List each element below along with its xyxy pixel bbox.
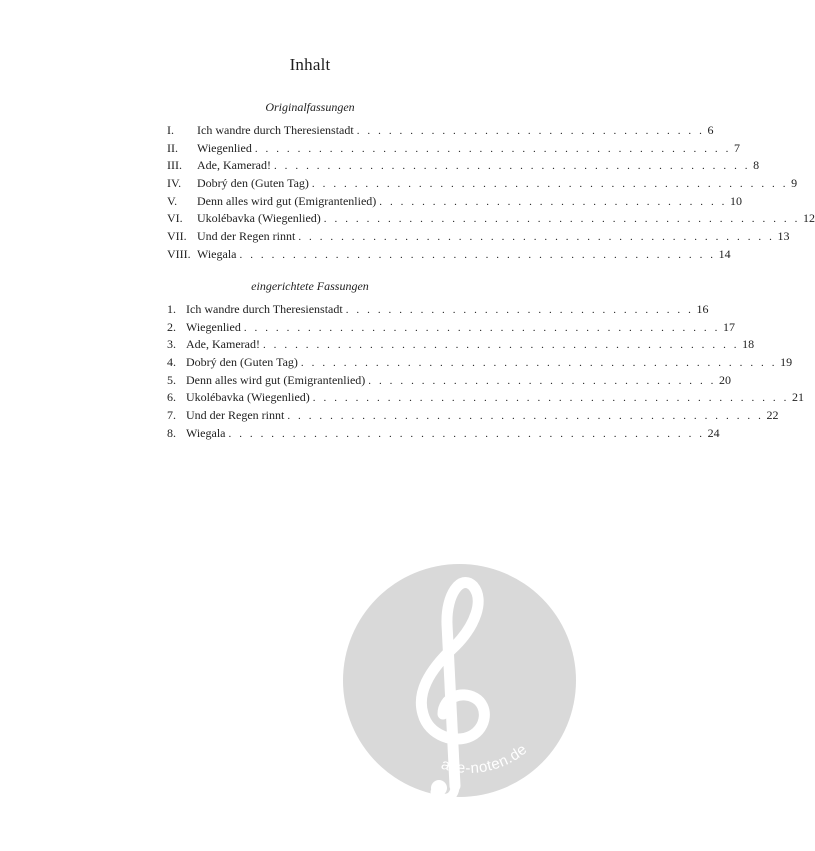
toc-title: Wiegenlied xyxy=(197,140,252,155)
toc-title: Ukolébavka (Wiegenlied) xyxy=(186,390,310,405)
toc-entry[interactable] xyxy=(167,425,720,444)
toc-page: 21 xyxy=(791,390,804,405)
toc-number: 2. xyxy=(167,319,176,334)
toc-leader: . . . . . . . . . . . . . . . . . . . . . . . . . . . . . . . . . xyxy=(356,125,705,137)
toc-number: V. xyxy=(167,193,178,208)
toc-number: I. xyxy=(167,123,174,137)
toc-leader: . . . . . . . . . . . . . . . . . . . . . . . . . . . . . . . . . . . . . . . . . . . . . xyxy=(323,213,800,226)
toc-page: 6 xyxy=(707,123,714,137)
toc-number: IV. xyxy=(167,176,182,191)
toc-number: 7. xyxy=(167,408,176,423)
toc-title: Wiegenlied xyxy=(186,319,241,334)
toc-list-arranged xyxy=(167,302,804,444)
toc-number: 1. xyxy=(167,302,176,316)
toc-entry[interactable] xyxy=(167,229,790,247)
toc-entry[interactable] xyxy=(167,140,740,159)
toc-leader: . . . . . . . . . . . . . . . . . . . . . . . . . . . . . . . . . . . . . . . . . . . . . xyxy=(228,427,705,440)
toc-title: Denn alles wird gut (Emigrantenlied) xyxy=(197,193,377,208)
toc-number: 5. xyxy=(167,372,176,387)
toc-entry[interactable] xyxy=(167,355,793,373)
toc-entry[interactable] xyxy=(167,246,731,265)
toc-entry[interactable] xyxy=(167,390,804,408)
toc-number: III. xyxy=(167,158,182,173)
toc-leader: . . . . . . . . . . . . . . . . . . . . . . . . . . . . . . . . . . . . . . . . . . . . . xyxy=(312,392,789,405)
toc-page: 14 xyxy=(718,246,731,261)
toc-number: 8. xyxy=(167,425,176,440)
toc-title: Ukolébavka (Wiegenlied) xyxy=(197,211,321,226)
page-title: Inhalt xyxy=(289,55,331,74)
toc-entry[interactable] xyxy=(167,158,760,176)
toc-entry[interactable] xyxy=(167,319,735,338)
toc-number: VIII. xyxy=(167,246,191,261)
toc-page: 18 xyxy=(742,337,755,352)
toc-page: 9 xyxy=(791,176,798,191)
toc-leader: . . . . . . . . . . . . . . . . . . . . . . . . . . . . . . . . . . . . . . . . . . . . . xyxy=(273,160,751,173)
toc-title: Dobrý den (Guten Tag) xyxy=(197,176,309,191)
watermark-text: alle-noten.de xyxy=(439,740,531,777)
toc-page: 13 xyxy=(777,229,790,244)
toc-leader: . . . . . . . . . . . . . . . . . . . . . . . . . . . . . . . . . xyxy=(379,195,728,208)
toc-leader: . . . . . . . . . . . . . . . . . . . . . . . . . . . . . . . . . . . . . . . . . . . . . xyxy=(254,142,731,155)
toc-number: 6. xyxy=(167,390,176,405)
toc-page: 24 xyxy=(707,425,720,440)
toc-number: II. xyxy=(167,140,178,155)
toc-leader: . . . . . . . . . . . . . . . . . . . . . . . . . . . . . . . . . . . . . . . . . . . . . xyxy=(243,321,720,334)
toc-title: Wiegala xyxy=(197,246,237,261)
toc-entry[interactable] xyxy=(167,408,779,426)
toc-title: Ade, Kamerad! xyxy=(197,158,271,173)
toc-page: 7 xyxy=(733,140,740,155)
toc-title: Und der Regen rinnt xyxy=(197,229,296,244)
toc-page: 12 xyxy=(802,211,815,226)
toc-page: 16 xyxy=(696,302,709,316)
toc-leader: . . . . . . . . . . . . . . . . . . . . . . . . . . . . . . . . . . . . . . . . . . . . . xyxy=(287,410,764,423)
toc-leader: . . . . . . . . . . . . . . . . . . . . . . . . . . . . . . . . . xyxy=(345,304,694,316)
toc-title: Und der Regen rinnt xyxy=(186,408,285,423)
toc-title: Ich wandre durch Theresienstadt xyxy=(197,123,354,137)
toc-entry[interactable] xyxy=(167,211,815,229)
toc-entry[interactable] xyxy=(167,193,743,212)
section-heading-original: Originalfassungen xyxy=(265,100,355,114)
toc-entry[interactable] xyxy=(167,176,798,194)
toc-page: 10 xyxy=(730,193,743,208)
toc-page: 22 xyxy=(766,408,779,423)
toc-page: 17 xyxy=(722,319,735,334)
toc-entry[interactable] xyxy=(167,302,709,320)
toc-entry[interactable] xyxy=(167,372,732,391)
watermark-logo xyxy=(343,564,576,797)
toc-title: Denn alles wird gut (Emigrantenlied) xyxy=(186,372,366,387)
toc-leader: . . . . . . . . . . . . . . . . . . . . . . . . . . . . . . . . . . . . . . . . . . . . . xyxy=(311,178,789,191)
toc-leader: . . . . . . . . . . . . . . . . . . . . . . . . . . . . . . . . . . . . . . . . . . . . . xyxy=(239,248,716,261)
toc-number: 3. xyxy=(167,337,176,352)
toc-leader: . . . . . . . . . . . . . . . . . . . . . . . . . . . . . . . . . . . . . . . . . . . . . xyxy=(300,357,778,370)
toc-title: Dobrý den (Guten Tag) xyxy=(186,355,298,370)
toc-title: Ich wandre durch Theresienstadt xyxy=(186,302,343,316)
toc-title: Ade, Kamerad! xyxy=(186,337,260,352)
toc-number: VII. xyxy=(167,229,187,244)
toc-title: Wiegala xyxy=(186,425,226,440)
toc-list-original xyxy=(167,123,815,265)
toc-page: 8 xyxy=(753,158,760,173)
toc-page: 20 xyxy=(719,372,732,387)
toc-entry[interactable] xyxy=(167,337,755,355)
toc-leader: . . . . . . . . . . . . . . . . . . . . . . . . . . . . . . . . . . . . . . . . . . . . . xyxy=(298,231,775,244)
toc-leader: . . . . . . . . . . . . . . . . . . . . . . . . . . . . . . . . . . . . . . . . . . . . . xyxy=(262,339,740,352)
section-heading-arranged: eingerichtete Fassungen xyxy=(251,279,369,293)
treble-clef-dot xyxy=(431,780,447,796)
toc-number: 4. xyxy=(167,355,176,370)
toc-page: 19 xyxy=(780,355,793,370)
toc-leader: . . . . . . . . . . . . . . . . . . . . . . . . . . . . . . . . . xyxy=(368,374,717,387)
toc-entry[interactable] xyxy=(167,123,714,141)
toc-number: VI. xyxy=(167,211,183,226)
